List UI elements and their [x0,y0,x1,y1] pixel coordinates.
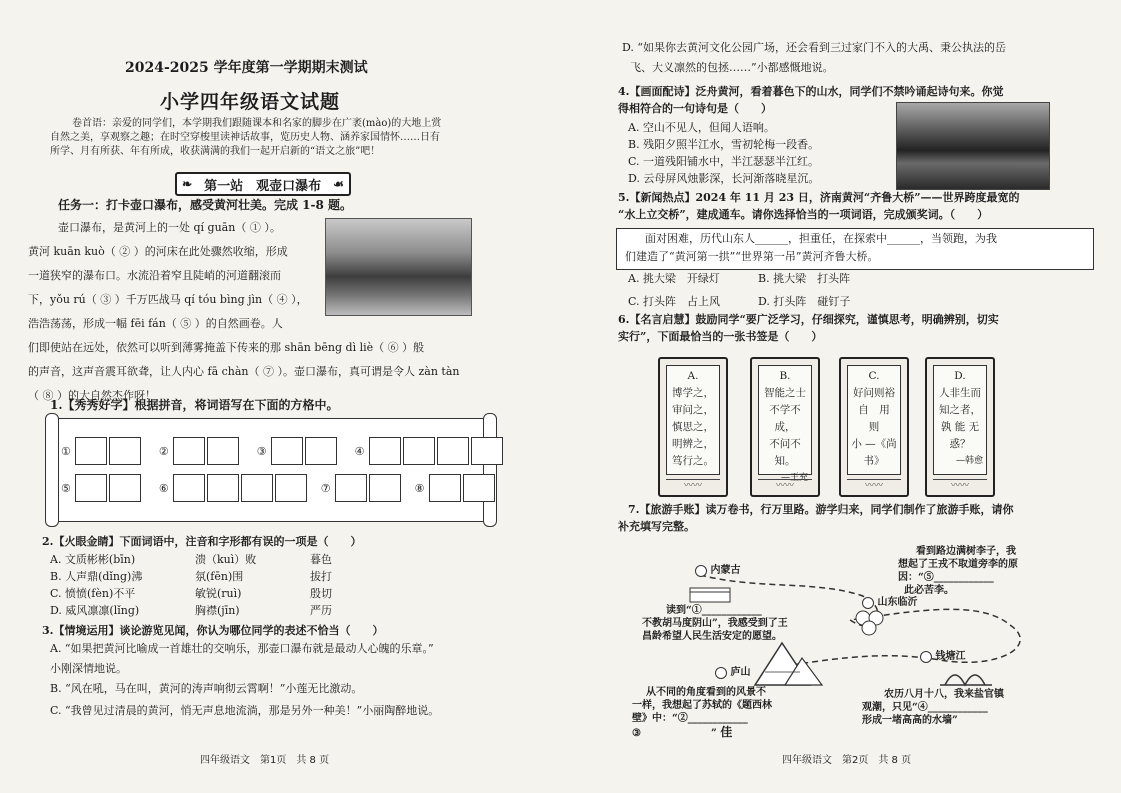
answer-box[interactable] [275,474,307,502]
blank-label: ⑤ [61,481,71,495]
note-line: 形成一堵高高的水墙” [862,715,958,726]
option-row [50,586,470,603]
blank-label: ⑥ [158,481,169,495]
option-cell: 暮色 [310,553,332,566]
passage-line: 的声音，这声音震耳欲聋，让人内心 fā chàn（ ⑦ ）。壶口瀑布，真可谓是令人 zàn tàn [28,365,460,378]
place-label: 钱塘江 [935,651,966,662]
place-qt [920,650,965,664]
note-line: 观潮，只见“④____________ [862,702,988,713]
title-line: 5.【新闻热点】2024 年 11 月 23 日，济南黄河“齐鲁大桥”——世界跨度最宽的 [618,191,1020,204]
wave-ornament-icon: 〰〰 [847,479,901,492]
blank-label: ⑧ [414,481,425,495]
note-line: 昌龄希望人民生活安定的愿望。 [642,631,782,642]
card-line: 好问则裕 [853,387,895,399]
note-line: ③ ” 佳 [632,725,733,739]
card-line: 书》 [863,455,885,467]
option-line: 飞、大义凛然的包拯……”小都感慨地说。 [630,61,834,74]
passage-line: 下，yǒu rú（ ③ ）千万匹战马 qí tóu bìng jìn（ ④ ）， [28,293,308,306]
sunset-river-photo [896,102,1050,190]
option-cell: B. 挑大梁 打头阵 [758,272,851,285]
option-line: C. 一道残阳铺水中，半江瑟瑟半江红。 [628,155,820,168]
title-line: 7.【旅游手账】读万卷书，行万里路。游学归来，同学们制作了旅游手账，请你 [628,503,1014,516]
intro-line: 自然之美，享观察之趣；在时空穿梭里读神话故事，览历史人物、涵养家国情怀……日有 [50,132,440,143]
answer-box[interactable] [369,474,401,502]
q2-options [50,552,470,620]
passage-line: 黄河 kuān kuò（ ② ）的河床在此处骤然收缩，形成 [28,245,288,258]
card-line: 慎思之， [672,421,714,433]
card-line: 智能之士 [764,387,806,399]
note-line: 农历八月十八，我来盐官镇 [884,689,1004,700]
option-cell: A. 挑大梁 开绿灯 [628,272,720,285]
intro-line: 卷首语：亲爱的同学们，本学期我们跟随课本和名家的脚步在广袤(mào)的大地上赏 [72,118,442,129]
card-line: 不学不成， [769,404,801,433]
option-row [50,603,470,620]
card-author: —韩愈 [955,456,983,466]
location-pin-icon [715,667,727,679]
waterfall-photo [325,218,472,316]
note-line: 一样，我想起了苏轼的《题西林 [632,700,772,711]
option-line: D. 云母屏风烛影深，长河渐落晓星沉。 [628,172,820,185]
answer-scroll [50,418,492,522]
card-line: 惑？ [949,438,971,450]
mountain-icon [755,643,822,685]
place-ls [715,666,750,680]
card-line: 自 用 则 [858,404,901,433]
card-line: 孰 能 无 [940,421,980,433]
passage-line: 浩浩荡荡，形成一幅 fēi fán（ ⑤ ）的自然画卷。人 [28,317,283,330]
card-line: 审问之， [672,404,714,416]
option-cell: 殷切 [310,587,332,600]
answer-box[interactable] [241,474,273,502]
option-cell: A. 文质彬彬(bīn) [50,553,136,566]
answer-box[interactable] [471,437,503,465]
place-label: 庐山 [730,667,751,678]
option-cell: 严历 [310,604,332,617]
option-cell: D. 威风凛凛(lǐng) [50,604,140,617]
title-line: 4.【画面配诗】泛舟黄河，看着暮色下的山水，同学们不禁吟诵起诗句来。你觉 [618,85,1004,98]
deco-character: 佳 [720,725,733,739]
note-qt [862,688,1082,727]
page-footer: 四年级语文 第2页 共 8 页 [782,755,912,766]
passage-line: 一道狭窄的瀑布口。水流沿着窄且陡峭的河道翻滚而 [28,269,281,282]
bookmark-card-d[interactable] [925,357,995,497]
answer-box[interactable] [75,437,107,465]
answer-box[interactable] [369,437,401,465]
answer-box[interactable] [305,437,337,465]
card-label: B. [779,370,791,382]
note-line: 从不同的角度看到的风景不 [646,687,766,698]
option-cell: C. 打头阵 占上风 [628,295,721,308]
option-row [50,569,470,586]
answer-box[interactable] [463,474,495,502]
answer-row-2 [61,474,495,502]
card-label: D. [954,370,966,382]
location-pin-icon [695,565,707,577]
title-line: 得相符合的一句诗句是（ ） [618,102,772,115]
card-line: 笃行之。 [672,455,714,467]
blank-label: ① [61,444,71,458]
option-cell: C. 愤愤(fèn)不平 [50,587,136,600]
q3-options [50,641,510,723]
answer-box[interactable] [173,474,205,502]
blank-label: ② [158,444,169,458]
option-cell: 拔打 [310,570,332,583]
scroll-rod-left [45,413,59,527]
title-line: 实行”，下面最恰当的一张书签是（ ） [618,330,823,343]
answer-box[interactable] [173,437,205,465]
option-line: A. “如果把黄河比喻成一首雄壮的交响乐，那壶口瀑布就是最动人心魄的乐章。” [50,642,434,655]
exam-title: 2024-2025 学年度第一学期期末测试 [125,60,368,76]
option-line: D. “如果你去黄河文化公园广场，还会看到三过家门不入的大禹、秉公执法的岳 [622,41,1007,54]
q6-title [618,312,1088,346]
card-author: —王充 [780,473,808,483]
award-speech-box [616,228,1094,270]
location-pin-icon [920,651,932,663]
note-sd [898,545,1098,597]
title-line: 6.【名言启慧】鼓励同学“要广泛学习，仔细探究，谨慎思考，明确辨别，切实 [618,313,999,326]
note-nmg [642,604,842,643]
wave-ornament-icon: 〰〰 [933,479,987,492]
bookmark-card-c[interactable] [839,357,909,497]
ornament-left-icon: ❧ [182,177,193,191]
q2-title: 2.【火眼金睛】下面词语中，注音和字形都有误的一项是（ ） [42,535,362,548]
answer-box[interactable] [109,437,141,465]
answer-box[interactable] [429,474,461,502]
option-line: A. 空山不见人，但闻人语响。 [628,121,775,134]
station-banner [175,172,351,196]
note-line: 因：“⑤____________ [898,572,994,583]
answer-row-1 [61,437,503,465]
option-cell: 敏锐(ruì) [195,587,242,600]
option-cell: 胸襟(jīn) [195,604,240,617]
card-label: C. [868,370,880,382]
q4-options [628,120,918,188]
blank-label: ④ [354,444,365,458]
q5-options [628,271,928,317]
left-page [0,0,560,793]
option-line: B. 残阳夕照半江水，雪初轮梅一段香。 [628,138,820,151]
q3-option-d [622,40,1092,80]
answer-box[interactable] [207,474,239,502]
option-cell: B. 人声鼎(dǐng)沸 [50,570,143,583]
task-heading: 任务一：打卡壶口瀑布，感受黄河壮美。完成 1-8 题。 [58,198,353,212]
option-cell: D. 打头阵 碰钉子 [758,295,851,308]
box-line: 面对困难，历代山东人______，担重任，在探索中______，当领跑，为我 [645,232,997,245]
ornament-right-icon: ☙ [333,177,344,191]
gate-icon [690,588,730,602]
fruit-icon [856,611,883,635]
note-line: 此必苦李。 [904,585,954,596]
wave-ornament-icon: 〰〰 [666,479,720,492]
page-footer: 四年级语文 第1页 共 8 页 [200,755,330,766]
option-line: 小刚深情地说。 [50,662,127,675]
wave-ornament-icon: 〰〰 [758,479,812,492]
bookmark-card-a[interactable] [658,357,728,497]
answer-box[interactable] [207,437,239,465]
paper-title: 小学四年级语文试题 [160,91,341,113]
option-row [628,271,928,294]
note-line: 想起了王戎不取道旁李的原 [898,559,1018,570]
card-line: 人非生而 [939,387,981,399]
answer-box[interactable] [271,437,303,465]
passage-line: 们即使站在远处，依然可以听到薄雾掩盖下传来的那 shān bēng dì liè（ ⑥ ）般 [28,341,425,354]
answer-box[interactable] [403,437,435,465]
passage-line: （ ⑧ ）的大自然杰作呀！ [28,389,156,402]
intro-paragraph [50,117,510,159]
answer-box[interactable] [75,474,107,502]
scroll-rod-right [483,413,497,527]
place-label: 内蒙古 [710,565,741,576]
card-line: 不问不知。 [769,438,801,467]
location-pin-icon [862,597,874,609]
q3-title: 3.【情境运用】谈论游览见闻，你认为哪位同学的表述不恰当（ ） [42,624,384,637]
q7-title [618,502,1088,536]
answer-box[interactable] [335,474,367,502]
note-ls [632,686,842,738]
passage-line: 壶口瀑布，是黄河上的一处 qí guān（ ① ）。 [58,221,281,234]
option-cell: 氛(fēn)围 [195,570,244,583]
option-line: C. “我曾见过清晨的黄河，悄无声息地流淌，那是另外一种美！”小丽陶醉地说。 [50,704,440,717]
tide-icon [940,675,992,685]
blank-label: ③ [256,444,267,458]
card-line: 博学之， [672,387,714,399]
note-line: 看到路边满树李子，我 [916,546,1016,557]
card-line: 小 —《尚 [851,438,897,450]
intro-line: 所学、月有所获、年有所成，收获满满的我们一起开启新的“语文之旅”吧！ [50,146,381,157]
card-line: 知之者， [939,404,981,416]
note-line: 不教胡马度阴山”，我感受到了王 [642,618,788,629]
answer-box[interactable] [109,474,141,502]
option-cell: 溃（kuì）败 [195,553,257,566]
place-sd [862,596,917,610]
place-nmg [695,564,740,578]
bookmark-card-b[interactable] [750,357,820,497]
box-line: 们建造了“黄河第一拱”“世界第一吊”黄河齐鲁大桥。 [625,250,879,263]
card-label: A. [687,370,699,382]
note-line: 读到“①____________ [666,605,762,616]
station-title: 第一站 观壶口瀑布 [204,178,322,194]
title-line: “水上立交桥”，建成通车。请你选择恰当的一项词语，完成颁奖词。（ ） [618,208,989,221]
title-line: 补充填写完整。 [618,520,695,533]
note-line: 壁》中：“②____________ [632,713,748,724]
answer-box[interactable] [437,437,469,465]
option-line: B. “风在吼，马在叫，黄河的涛声响彻云霄啊！”小莲无比激动。 [50,682,363,695]
place-label: 山东临沂 [877,597,918,608]
right-page [560,0,1121,793]
q5-title [618,190,1088,224]
card-line: 明辨之， [672,438,714,450]
q1-title: 1.【秀秀好字】根据拼音，将词语写在下面的方格中。 [50,398,339,412]
option-row [50,552,470,569]
blank-label: ⑦ [320,481,331,495]
